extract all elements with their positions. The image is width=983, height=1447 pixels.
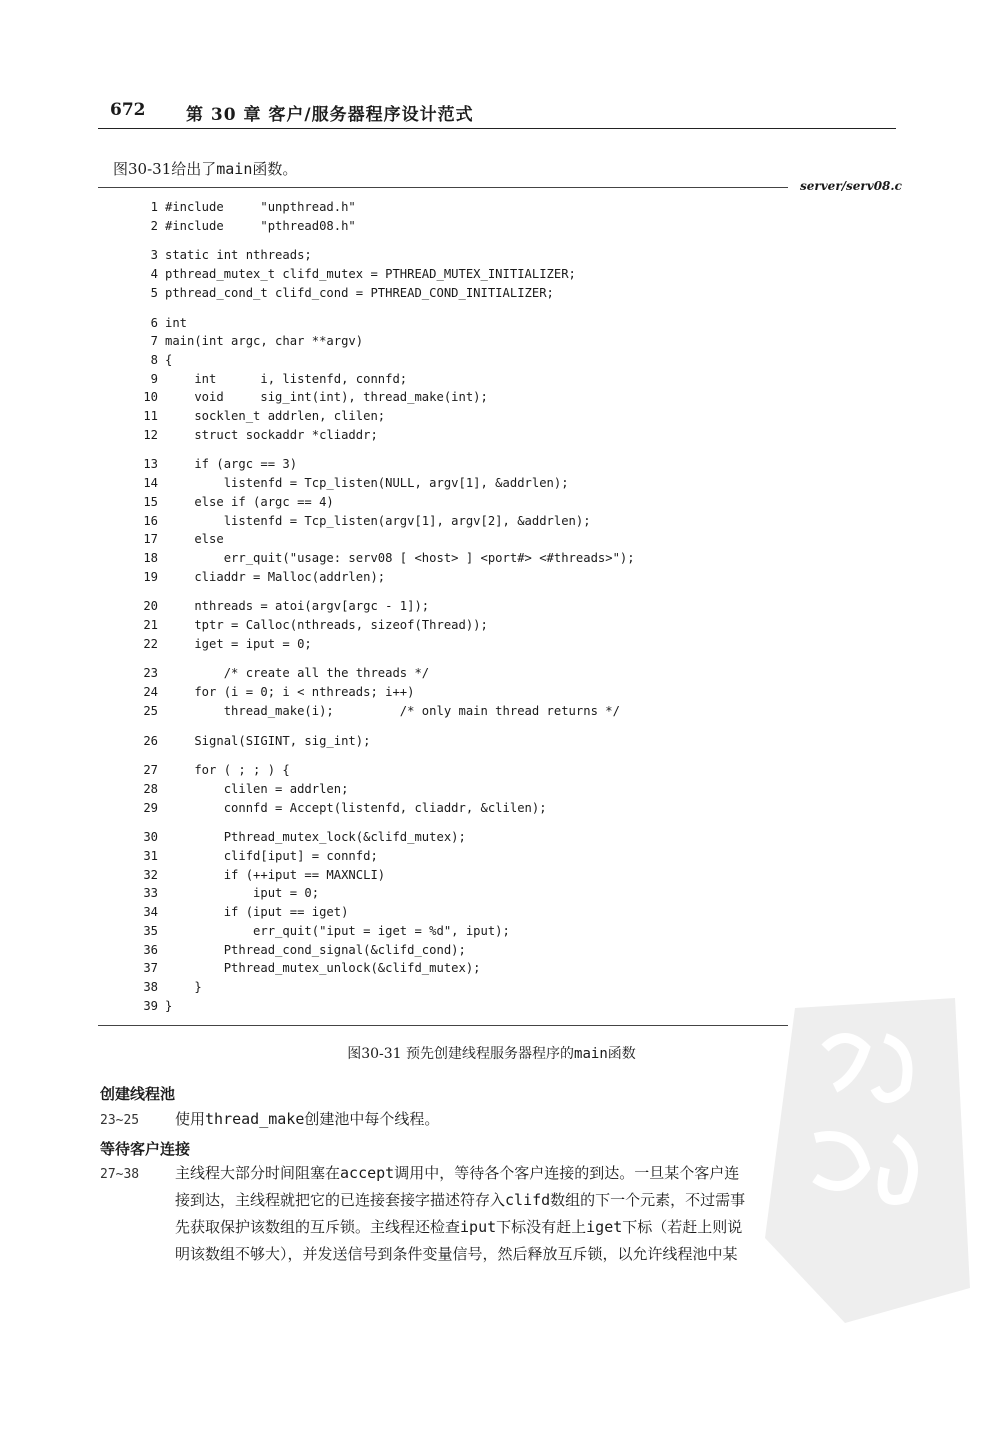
code-line — [136, 942, 466, 958]
code-term: clifd — [505, 1191, 551, 1209]
line-number: 29 — [143, 800, 158, 815]
line-number: 19 — [143, 569, 158, 584]
text: 先获取保护该数组的互斥锁。主线程还检查 — [175, 1218, 461, 1236]
caption-text-2: 函数 — [607, 1046, 636, 1062]
line-number: 12 — [143, 427, 158, 442]
line-number: 34 — [143, 905, 158, 920]
line-number: 20 — [143, 599, 158, 614]
code-text: { — [165, 352, 173, 367]
code-line — [136, 703, 620, 719]
code-text: Pthread_cond_signal(&clifd_cond); — [165, 942, 466, 957]
code-text: pthread_cond_t clifd_cond = PTHREAD_COND_INITIALIZER; — [165, 285, 554, 300]
code-line — [136, 475, 569, 491]
code-text: #include "pthread08.h" — [165, 218, 356, 233]
code-line — [136, 829, 466, 845]
code-text: for (i = 0; i < nthreads; i++) — [165, 685, 415, 700]
code-text: if (argc == 3) — [165, 457, 298, 472]
line-number: 5 — [150, 285, 158, 300]
section-title: 等待客户连接 — [100, 1140, 191, 1158]
text: 调用中，等待各个客户连接的到达。一旦某个客户连 — [394, 1164, 740, 1182]
line-number: 25 — [143, 703, 158, 718]
code-term: thread_make — [205, 1110, 305, 1128]
code-text: clilen = addrlen; — [165, 781, 349, 796]
line-number: 23 — [143, 666, 158, 681]
text: 使用 — [175, 1110, 206, 1128]
text: 下标没有赶上 — [496, 1218, 587, 1236]
text: 数组的下一个元素，不过需事 — [550, 1191, 746, 1209]
line-number: 8 — [150, 352, 158, 367]
code-line — [136, 218, 356, 234]
code-line — [136, 199, 356, 215]
text: 创建池中每个线程。 — [304, 1110, 440, 1128]
code-line — [136, 569, 385, 585]
code-text: pthread_mutex_t clifd_mutex = PTHREAD_MUTEX_INITIALIZER; — [165, 267, 576, 282]
code-text: void sig_int(int), thread_make(int); — [165, 390, 488, 405]
code-line — [136, 427, 378, 443]
section-title: 创建线程池 — [100, 1085, 176, 1103]
code-text: Signal(SIGINT, sig_int); — [165, 733, 371, 748]
code-line — [136, 904, 348, 920]
code-term: accept — [340, 1164, 395, 1182]
line-number: 28 — [143, 781, 158, 796]
code-line — [136, 998, 172, 1014]
code-line — [136, 456, 297, 472]
intro-text-2: 函数。 — [252, 160, 298, 178]
line-ref: 23~25 — [100, 1113, 140, 1128]
line-number: 31 — [143, 849, 158, 863]
line-number: 37 — [143, 961, 158, 976]
code-text: Pthread_mutex_lock(&clifd_mutex); — [165, 830, 466, 845]
code-line — [136, 848, 378, 864]
line-number: 4 — [150, 267, 158, 282]
code-text: Pthread_mutex_unlock(&clifd_mutex); — [165, 961, 481, 976]
code-line — [136, 733, 370, 749]
watermark-seal — [755, 988, 975, 1328]
line-number: 14 — [143, 476, 158, 491]
code-line — [136, 247, 312, 263]
code-text: err_quit("iput = iget = %d", iput); — [165, 923, 510, 938]
line-number: 2 — [150, 218, 158, 233]
line-number: 35 — [143, 923, 158, 938]
intro-code: main — [216, 160, 253, 178]
line-number: 21 — [143, 618, 158, 632]
code-text: thread_make(i); /* only main thread returns */ — [165, 703, 620, 718]
caption-text-1: 图30-31 预先创建线程服务器程序的 — [347, 1046, 575, 1062]
code-line — [136, 762, 290, 778]
code-text: tptr = Calloc(nthreads, sizeof(Thread)); — [165, 618, 488, 632]
filename-top: server/serv08.c — [800, 179, 902, 193]
code-line — [136, 617, 488, 633]
line-number: 7 — [150, 334, 158, 349]
code-text: listenfd = Tcp_listen(NULL, argv[1], &addrlen); — [165, 476, 569, 491]
text: 明该数组不够大），并发送信号到条件变量信号，然后释放互斥锁，以允许线程池中某 — [175, 1245, 738, 1263]
code-line — [136, 408, 385, 424]
page-number: 672 — [110, 100, 146, 120]
code-text: if (iput == iget) — [165, 905, 349, 920]
code-term: iget — [586, 1218, 623, 1236]
code-text: nthreads = atoi(argv[argc - 1]); — [165, 599, 430, 614]
code-line — [136, 389, 488, 405]
code-text: for ( ; ; ) { — [165, 763, 290, 778]
code-text: listenfd = Tcp_listen(argv[1], argv[2], &addrlen); — [165, 513, 591, 528]
code-line — [136, 550, 635, 566]
code-line — [136, 867, 385, 883]
line-number: 17 — [143, 532, 158, 547]
line-number: 16 — [143, 513, 158, 528]
line-ref: 27~38 — [100, 1167, 140, 1182]
line-number: 15 — [143, 494, 158, 509]
text: 接到达，主线程就把它的已连接套接字描述符存入 — [175, 1191, 506, 1209]
code-text: else if (argc == 4) — [165, 494, 334, 509]
code-text: connfd = Accept(listenfd, cliaddr, &clilen); — [165, 800, 547, 815]
code-line — [136, 513, 591, 529]
code-line — [136, 531, 224, 547]
code-text: int i, listenfd, connfd; — [165, 371, 408, 386]
code-line — [136, 781, 348, 797]
code-text: iget = iput = 0; — [165, 636, 312, 651]
code-line — [136, 598, 429, 614]
code-text: static int nthreads; — [165, 248, 312, 263]
line-number: 1 — [150, 200, 158, 214]
text: 下标（若赶上则说 — [622, 1218, 743, 1236]
text: 主线程大部分时间阻塞在 — [175, 1164, 341, 1182]
code-text: /* create all the threads */ — [165, 666, 430, 681]
code-text: #include "unpthread.h" — [165, 200, 356, 214]
intro-text-1: 图30-31给出了 — [113, 160, 217, 178]
code-text: int — [165, 315, 188, 330]
code-line — [136, 494, 334, 510]
line-number: 26 — [143, 733, 158, 748]
code-text: iput = 0; — [165, 886, 320, 901]
code-text: if (++iput == MAXNCLI) — [165, 867, 386, 882]
line-number: 22 — [143, 636, 158, 651]
line-number: 18 — [143, 550, 158, 565]
code-line — [136, 371, 407, 387]
line-number: 38 — [143, 979, 158, 994]
intro-sentence — [113, 158, 297, 179]
code-line — [136, 885, 319, 901]
code-line — [136, 352, 172, 368]
code-line — [136, 684, 414, 700]
line-number: 10 — [143, 390, 158, 405]
line-number: 3 — [150, 248, 158, 263]
caption-code: main — [574, 1046, 608, 1062]
code-text: else — [165, 532, 224, 547]
chapter-title: 第 30 章 客户/服务器程序设计范式 — [186, 105, 474, 125]
code-text: cliaddr = Malloc(addrlen); — [165, 569, 386, 584]
code-bottom-rule — [98, 1025, 788, 1026]
line-number: 13 — [143, 457, 158, 472]
code-line — [136, 285, 554, 301]
code-line — [136, 665, 429, 681]
code-text: err_quit("usage: serv08 [ <host> ] <port#> <#threads>"); — [165, 550, 635, 565]
code-text: clifd[iput] = connfd; — [165, 849, 378, 863]
line-number: 24 — [143, 685, 158, 700]
line-number: 32 — [143, 867, 158, 882]
code-line — [136, 960, 481, 976]
code-top-rule — [98, 187, 788, 188]
code-line — [136, 979, 202, 995]
line-number: 11 — [143, 409, 158, 423]
code-text: struct sockaddr *cliaddr; — [165, 427, 378, 442]
code-line — [136, 315, 187, 331]
line-number: 39 — [143, 998, 158, 1013]
code-line — [136, 800, 547, 816]
code-term: iput — [460, 1218, 497, 1236]
line-number: 27 — [143, 763, 158, 778]
code-line — [136, 923, 510, 939]
code-text: main(int argc, char **argv) — [165, 334, 364, 349]
code-line — [136, 333, 363, 349]
code-text: } — [165, 979, 202, 994]
line-number: 33 — [143, 886, 158, 901]
code-text: } — [165, 998, 173, 1013]
line-number: 36 — [143, 942, 158, 957]
line-number: 30 — [143, 830, 158, 845]
code-line — [136, 266, 576, 282]
code-line — [136, 636, 312, 652]
line-number: 6 — [150, 315, 158, 330]
line-number: 9 — [150, 371, 158, 386]
page-header — [98, 96, 896, 129]
code-text: socklen_t addrlen, clilen; — [165, 409, 386, 423]
